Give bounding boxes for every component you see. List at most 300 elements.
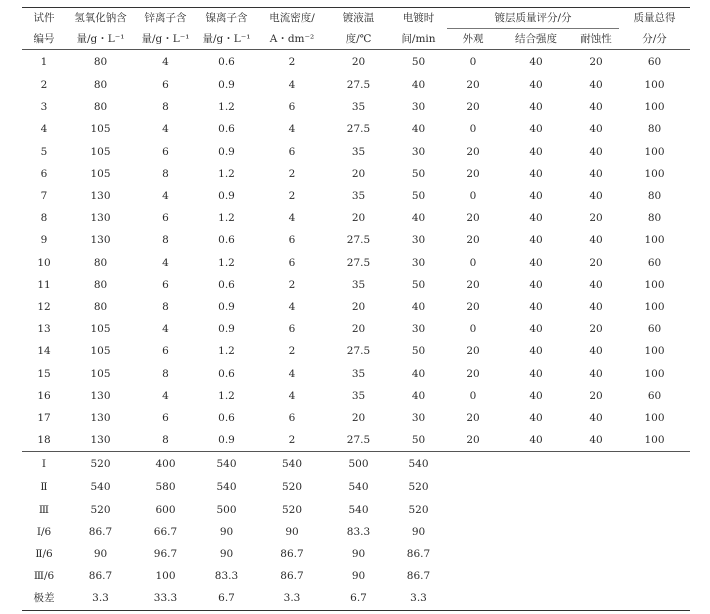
empty-cell bbox=[447, 476, 499, 498]
table-cell: 105 bbox=[90, 345, 111, 358]
summary-cell: 极差 bbox=[22, 587, 66, 610]
table-cell: 40 bbox=[411, 389, 426, 402]
table-cell: 4 bbox=[40, 123, 48, 136]
table-row bbox=[22, 185, 690, 207]
empty-cell bbox=[573, 452, 619, 477]
table-cell: 6 bbox=[288, 412, 296, 425]
table-cell: 30 bbox=[411, 145, 426, 158]
table-cell: 18 bbox=[37, 434, 51, 447]
table-cell: 4 bbox=[162, 389, 169, 402]
table-cell: 105 bbox=[90, 323, 111, 336]
table-cell: 105 bbox=[90, 367, 111, 380]
table-cell: 80 bbox=[647, 190, 662, 203]
table-cell: 100 bbox=[644, 101, 665, 114]
table-cell: 3 bbox=[40, 101, 48, 114]
summary-cell: 86.7 bbox=[88, 570, 113, 583]
summary-cell: 90 bbox=[219, 525, 234, 538]
summary-cell: 90 bbox=[93, 548, 108, 561]
summary-cell: 540 bbox=[216, 481, 237, 494]
empty-cell bbox=[447, 565, 499, 587]
table-cell: 40 bbox=[529, 412, 543, 425]
table-cell: 30 bbox=[411, 412, 426, 425]
table-cell: 40 bbox=[589, 79, 603, 91]
table-cell: 40 bbox=[529, 101, 543, 114]
table-cell: 0.6 bbox=[218, 367, 235, 380]
table-cell: 2 bbox=[288, 345, 296, 358]
summary-cell: 86.7 bbox=[88, 525, 113, 538]
header-nickel-content: 镍离子含 bbox=[196, 8, 257, 29]
summary-cell: 520 bbox=[66, 452, 135, 477]
table-cell: 10 bbox=[37, 256, 51, 269]
table-cell: 6 bbox=[288, 145, 296, 158]
summary-cell: 520 bbox=[90, 503, 111, 516]
table-cell: 20 bbox=[351, 412, 366, 425]
summary-cell: 520 bbox=[408, 503, 429, 516]
table-cell: 40 bbox=[529, 256, 543, 269]
table-row bbox=[22, 363, 690, 385]
table-cell: 60 bbox=[647, 389, 662, 402]
summary-row bbox=[22, 476, 690, 498]
summary-cell: 540 bbox=[348, 481, 369, 494]
table-cell: 40 bbox=[529, 234, 543, 247]
header-bond-strength: 结合强度 bbox=[499, 29, 573, 50]
header-nickel-content-unit: 量/g・L⁻¹ bbox=[196, 29, 257, 50]
table-cell: 40 bbox=[411, 79, 426, 91]
test-rows bbox=[22, 50, 690, 452]
summary-row bbox=[22, 499, 690, 521]
table-cell: 40 bbox=[529, 190, 543, 203]
table-cell: 8 bbox=[162, 101, 169, 114]
header-current-density: 电流密度/ bbox=[257, 8, 327, 29]
summary-cell: Ⅲ bbox=[38, 503, 50, 516]
empty-cell bbox=[499, 587, 573, 610]
empty-cell bbox=[499, 452, 573, 477]
empty-cell bbox=[573, 587, 619, 610]
empty-cell bbox=[573, 543, 619, 565]
summary-cell: 83.3 bbox=[214, 570, 239, 583]
table-cell: 50 bbox=[411, 345, 426, 358]
summary-row bbox=[22, 543, 690, 565]
summary-cell: 6.7 bbox=[327, 587, 390, 610]
table-cell: 80 bbox=[647, 123, 662, 136]
table-cell: 6 bbox=[162, 278, 169, 291]
table-cell: 8 bbox=[162, 434, 169, 447]
table-cell: 20 bbox=[466, 79, 480, 91]
summary-row bbox=[22, 587, 690, 610]
summary-cell: 86.7 bbox=[406, 548, 431, 561]
table-cell: 40 bbox=[589, 278, 603, 291]
table-cell: 6 bbox=[288, 323, 296, 336]
summary-cell: 540 bbox=[390, 452, 447, 477]
empty-cell bbox=[499, 543, 573, 565]
summary-cell: 3.3 bbox=[257, 587, 327, 610]
table-cell: 2 bbox=[40, 79, 48, 91]
summary-cell: 400 bbox=[135, 452, 196, 477]
table-cell: 20 bbox=[466, 234, 480, 247]
table-cell: 40 bbox=[589, 301, 603, 314]
empty-cell bbox=[499, 521, 573, 543]
table-cell: 20 bbox=[466, 212, 480, 225]
table-cell: 20 bbox=[589, 256, 603, 269]
table-cell: 6 bbox=[162, 345, 169, 358]
table-cell: 14 bbox=[37, 345, 51, 358]
table-cell: 4 bbox=[288, 301, 296, 314]
empty-cell bbox=[573, 499, 619, 521]
table-cell: 8 bbox=[162, 234, 169, 247]
summary-cell: 500 bbox=[327, 452, 390, 477]
table-cell: 40 bbox=[529, 167, 543, 180]
table-row bbox=[22, 407, 690, 429]
header-row-2 bbox=[22, 29, 690, 50]
table-cell: 0.6 bbox=[218, 234, 235, 247]
empty-cell bbox=[447, 521, 499, 543]
table-cell: 40 bbox=[529, 323, 543, 336]
table-cell: 20 bbox=[351, 167, 366, 180]
empty-cell bbox=[447, 587, 499, 610]
header-row-1 bbox=[22, 8, 690, 29]
table-cell: 20 bbox=[589, 55, 603, 68]
summary-cell: 86.7 bbox=[280, 570, 304, 583]
summary-cell: 540 bbox=[90, 481, 111, 494]
header-specimen-no-line2: 编号 bbox=[22, 29, 66, 50]
table-row bbox=[22, 340, 690, 362]
table-row bbox=[22, 429, 690, 452]
summary-cell: 580 bbox=[155, 481, 176, 494]
table-cell: 35 bbox=[351, 145, 366, 158]
table-row bbox=[22, 141, 690, 163]
table-cell: 6 bbox=[162, 212, 169, 225]
table-cell: 20 bbox=[466, 278, 480, 291]
table-cell: 40 bbox=[529, 79, 543, 91]
table-cell: 35 bbox=[351, 190, 366, 203]
empty-cell bbox=[447, 499, 499, 521]
table-cell: 30 bbox=[411, 234, 426, 247]
table-cell: 40 bbox=[529, 212, 543, 225]
table-cell: 40 bbox=[529, 123, 543, 136]
table-cell: 0.9 bbox=[218, 190, 235, 203]
summary-cell: 3.3 bbox=[390, 587, 447, 610]
table-cell: 50 bbox=[411, 167, 426, 180]
table-cell: 11 bbox=[37, 278, 51, 291]
table-cell: 40 bbox=[529, 434, 543, 447]
empty-cell bbox=[619, 565, 690, 587]
table-cell: 40 bbox=[589, 123, 603, 136]
table-cell: 0.9 bbox=[218, 301, 235, 314]
table-cell: 1.2 bbox=[218, 345, 235, 358]
table-row bbox=[22, 296, 690, 318]
header-naoh-content-unit: 量/g・L⁻¹ bbox=[66, 29, 135, 50]
table-row bbox=[22, 385, 690, 407]
table-cell: 1 bbox=[40, 55, 48, 68]
table-cell: 8 bbox=[162, 367, 169, 380]
table-cell: 20 bbox=[351, 212, 366, 225]
table-cell: 0.9 bbox=[218, 145, 235, 158]
table-cell: 4 bbox=[162, 55, 169, 68]
table-cell: 40 bbox=[411, 212, 426, 225]
empty-cell bbox=[499, 499, 573, 521]
table-cell: 20 bbox=[466, 367, 480, 380]
table-cell: 35 bbox=[351, 367, 366, 380]
table-cell: 8 bbox=[162, 301, 169, 314]
table-cell: 7 bbox=[40, 190, 48, 203]
summary-cell: 540 bbox=[257, 452, 327, 477]
table-cell: 80 bbox=[93, 79, 108, 91]
table-cell: 6 bbox=[162, 412, 169, 425]
table-cell: 0.9 bbox=[218, 79, 235, 91]
summary-cell: Ⅱ bbox=[40, 481, 48, 494]
table-cell: 20 bbox=[466, 412, 480, 425]
table-cell: 40 bbox=[529, 278, 543, 291]
table-cell: 20 bbox=[466, 101, 480, 114]
table-cell: 0.6 bbox=[218, 412, 235, 425]
summary-cell: 83.3 bbox=[346, 525, 371, 538]
table-cell: 0 bbox=[469, 190, 477, 203]
table-row bbox=[22, 50, 690, 75]
header-zinc-content: 锌离子含 bbox=[135, 8, 196, 29]
table-cell: 0 bbox=[469, 256, 477, 269]
empty-cell bbox=[619, 499, 690, 521]
summary-cell: 33.3 bbox=[135, 587, 196, 610]
summary-cell: 66.7 bbox=[153, 525, 178, 538]
table-row bbox=[22, 229, 690, 251]
table-cell: 6 bbox=[162, 145, 169, 158]
summary-cell: 86.7 bbox=[406, 570, 431, 583]
table-cell: 9 bbox=[40, 234, 48, 247]
table-cell: 0.6 bbox=[218, 55, 235, 68]
table-cell: 40 bbox=[589, 190, 603, 203]
table-cell: 35 bbox=[351, 278, 366, 291]
table-cell: 130 bbox=[90, 412, 111, 425]
table-cell: 0 bbox=[469, 55, 477, 68]
table-cell: 27.5 bbox=[346, 345, 371, 358]
header-naoh-content: 氢氧化钠含 bbox=[66, 8, 135, 29]
table-cell: 4 bbox=[288, 212, 296, 225]
table-cell: 20 bbox=[466, 145, 480, 158]
table-cell: 130 bbox=[90, 389, 111, 402]
table-cell: 2 bbox=[288, 167, 296, 180]
table-cell: 6 bbox=[40, 167, 48, 180]
summary-cell: 600 bbox=[155, 503, 176, 516]
table-cell: 20 bbox=[466, 434, 480, 447]
table-cell: 40 bbox=[529, 345, 543, 358]
table-cell: 4 bbox=[288, 367, 296, 380]
table-cell: 100 bbox=[644, 434, 665, 447]
table-cell: 0.9 bbox=[218, 434, 235, 447]
table-cell: 80 bbox=[93, 256, 108, 269]
table-cell: 40 bbox=[589, 167, 603, 180]
table-cell: 20 bbox=[466, 301, 480, 314]
table-cell: 1.2 bbox=[218, 101, 235, 114]
table-cell: 1.2 bbox=[218, 389, 235, 402]
empty-cell bbox=[447, 452, 499, 477]
table-cell: 60 bbox=[647, 256, 662, 269]
table-cell: 100 bbox=[644, 234, 665, 247]
table-cell: 35 bbox=[351, 389, 366, 402]
summary-cell: Ⅰ/6 bbox=[36, 525, 52, 538]
table-cell: 40 bbox=[589, 367, 603, 380]
summary-cell: 86.7 bbox=[280, 548, 304, 561]
empty-cell bbox=[499, 476, 573, 498]
summary-rows bbox=[22, 452, 690, 610]
table-cell: 13 bbox=[37, 323, 51, 336]
table-cell: 1.2 bbox=[218, 167, 235, 180]
table-cell: 1.2 bbox=[218, 256, 235, 269]
summary-cell: Ⅰ bbox=[22, 452, 66, 477]
summary-cell: 90 bbox=[411, 525, 426, 538]
table-cell: 8 bbox=[162, 167, 169, 180]
table-cell: 4 bbox=[162, 323, 169, 336]
table-cell: 130 bbox=[90, 234, 111, 247]
table-cell: 130 bbox=[90, 212, 111, 225]
table-cell: 40 bbox=[411, 123, 426, 136]
table-cell: 80 bbox=[93, 278, 108, 291]
table-cell: 0.6 bbox=[218, 278, 235, 291]
table-row bbox=[22, 207, 690, 229]
table-header bbox=[22, 8, 690, 50]
table-cell: 100 bbox=[644, 412, 665, 425]
summary-cell: 90 bbox=[219, 548, 234, 561]
table-cell: 40 bbox=[411, 301, 426, 314]
empty-cell bbox=[573, 476, 619, 498]
table-cell: 5 bbox=[40, 145, 48, 158]
orthogonal-test-table bbox=[22, 7, 690, 611]
summary-cell: 520 bbox=[408, 481, 429, 494]
table-cell: 105 bbox=[90, 145, 111, 158]
table-cell: 130 bbox=[90, 190, 111, 203]
summary-row bbox=[22, 452, 690, 477]
table-cell: 30 bbox=[411, 101, 426, 114]
table-cell: 40 bbox=[529, 389, 543, 402]
table-cell: 20 bbox=[589, 212, 603, 225]
table-cell: 40 bbox=[529, 55, 543, 68]
summary-cell: 520 bbox=[281, 481, 303, 494]
table-cell: 40 bbox=[589, 412, 603, 425]
table-cell: 40 bbox=[589, 234, 603, 247]
header-total-score-unit: 分/分 bbox=[619, 29, 690, 50]
table-row bbox=[22, 163, 690, 185]
table-cell: 1.2 bbox=[218, 212, 235, 225]
table-cell: 6 bbox=[288, 101, 296, 114]
table-cell: 35 bbox=[351, 101, 366, 114]
table-cell: 15 bbox=[37, 367, 51, 380]
summary-row bbox=[22, 521, 690, 543]
summary-cell: 500 bbox=[216, 503, 237, 516]
table-row bbox=[22, 96, 690, 118]
table-cell: 0 bbox=[469, 123, 477, 136]
empty-cell bbox=[619, 452, 690, 477]
header-plating-time-unit: 间/min bbox=[390, 29, 447, 50]
table-cell: 105 bbox=[90, 167, 111, 180]
summary-cell: 100 bbox=[155, 570, 176, 583]
summary-cell: 520 bbox=[281, 503, 303, 516]
table-cell: 80 bbox=[93, 55, 108, 68]
summary-cell: Ⅱ/6 bbox=[35, 548, 53, 561]
table-cell: 130 bbox=[90, 434, 111, 447]
header-current-density-unit: A・dm⁻² bbox=[257, 29, 327, 50]
table-cell: 27.5 bbox=[346, 256, 371, 269]
table-cell: 105 bbox=[90, 123, 111, 136]
table-cell: 50 bbox=[411, 278, 426, 291]
table-row bbox=[22, 318, 690, 340]
header-specimen-no: 试件 bbox=[22, 8, 66, 29]
empty-cell bbox=[619, 587, 690, 610]
table-cell: 0 bbox=[469, 323, 477, 336]
table-cell: 20 bbox=[351, 301, 366, 314]
table-cell: 100 bbox=[644, 79, 665, 91]
table-cell: 8 bbox=[40, 212, 48, 225]
table-cell: 50 bbox=[411, 55, 426, 68]
table-cell: 0.6 bbox=[218, 123, 235, 136]
table-cell: 40 bbox=[589, 434, 603, 447]
table-cell: 80 bbox=[93, 301, 108, 314]
empty-cell bbox=[499, 565, 573, 587]
table-cell: 12 bbox=[37, 301, 51, 314]
table-cell: 100 bbox=[644, 301, 665, 314]
summary-cell: Ⅲ/6 bbox=[33, 570, 55, 583]
header-coating-quality-score: 镀层质量评分/分 bbox=[447, 8, 619, 29]
header-bath-temperature-unit: 度/℃ bbox=[327, 29, 390, 50]
table-cell: 40 bbox=[589, 101, 603, 114]
table-cell: 40 bbox=[529, 367, 543, 380]
table-row bbox=[22, 74, 690, 96]
table-cell: 6 bbox=[288, 234, 296, 247]
table-cell: 20 bbox=[351, 55, 366, 68]
table-cell: 40 bbox=[589, 345, 603, 358]
table-cell: 27.5 bbox=[346, 123, 371, 136]
empty-cell bbox=[573, 521, 619, 543]
summary-cell: 90 bbox=[351, 570, 366, 583]
header-total-score: 质量总得 bbox=[619, 8, 690, 29]
summary-cell: 90 bbox=[285, 525, 299, 538]
header-bath-temperature: 镀液温 bbox=[327, 8, 390, 29]
table-cell: 20 bbox=[466, 167, 480, 180]
table-cell: 2 bbox=[288, 434, 296, 447]
table-cell: 50 bbox=[411, 434, 426, 447]
table-cell: 4 bbox=[162, 123, 169, 136]
table-cell: 27.5 bbox=[346, 434, 371, 447]
summary-cell: 90 bbox=[351, 548, 366, 561]
table-cell: 60 bbox=[647, 323, 662, 336]
header-corrosion-resistance: 耐蚀性 bbox=[573, 29, 619, 50]
empty-cell bbox=[619, 476, 690, 498]
table-cell: 4 bbox=[288, 79, 296, 91]
table-cell: 50 bbox=[411, 190, 426, 203]
summary-cell: 540 bbox=[348, 503, 369, 516]
table-row bbox=[22, 274, 690, 296]
table-cell: 2 bbox=[288, 278, 296, 291]
summary-cell: 96.7 bbox=[153, 548, 178, 561]
table-cell: 6 bbox=[288, 256, 296, 269]
summary-cell: 3.3 bbox=[66, 587, 135, 610]
empty-cell bbox=[447, 543, 499, 565]
table-row bbox=[22, 252, 690, 274]
empty-cell bbox=[619, 543, 690, 565]
table-cell: 100 bbox=[644, 145, 665, 158]
header-zinc-content-unit: 量/g・L⁻¹ bbox=[135, 29, 196, 50]
table-cell: 20 bbox=[589, 389, 603, 402]
table-cell: 16 bbox=[37, 389, 51, 402]
table-cell: 17 bbox=[37, 412, 51, 425]
table-cell: 4 bbox=[288, 389, 296, 402]
table-cell: 40 bbox=[529, 145, 543, 158]
table-cell: 20 bbox=[589, 323, 603, 336]
table-cell: 4 bbox=[288, 123, 296, 136]
table-cell: 30 bbox=[411, 256, 426, 269]
table-cell: 20 bbox=[351, 323, 366, 336]
table-cell: 80 bbox=[93, 101, 108, 114]
table-cell: 4 bbox=[162, 256, 169, 269]
table-row bbox=[22, 118, 690, 140]
